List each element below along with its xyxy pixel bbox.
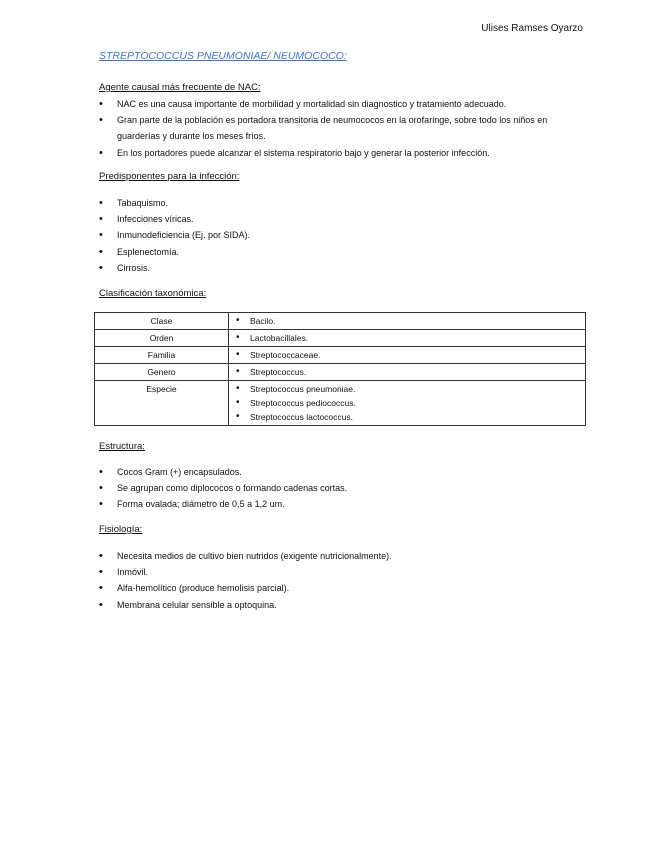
list-item: • Necesita medios de cultivo bien nutridos (exigente nutricionalmente). — [99, 548, 579, 564]
taxonomy-value-item: • Lactobacillales. — [232, 331, 582, 345]
list-item: • Cocos Gram (+) encapsulados. — [99, 464, 579, 480]
taxonomy-label: Genero — [95, 364, 229, 381]
list-item: • Inmóvil. — [99, 564, 579, 580]
table-row — [95, 330, 586, 347]
list-item: • Forma ovalada; diámetro de 0,5 a 1,2 um. — [99, 496, 579, 512]
list-fisiologia — [99, 548, 579, 613]
list-item: • Cirrosis. — [99, 260, 579, 276]
taxonomy-table — [94, 312, 586, 426]
taxonomy-value-item: • Bacilo. — [232, 314, 582, 328]
taxonomy-value-item: • Streptococcus lactococcus. — [232, 410, 582, 424]
list-predisponentes — [99, 195, 579, 276]
list-item: • En los portadores puede alcanzar el sistema respiratorio bajo y generar la posterior infección. — [99, 145, 579, 161]
list-item: • Alfa-hemolítico (produce hemolisis parcial). — [99, 580, 579, 596]
author-name: Ulises Ramses Oyarzo — [481, 23, 583, 34]
taxonomy-value-item: • Streptococcaceae. — [232, 348, 582, 362]
taxonomy-value — [229, 364, 586, 381]
list-item: • Membrana celular sensible a optoquina. — [99, 597, 579, 613]
taxonomy-value — [229, 330, 586, 347]
list-item: • Inmunodeficiencia (Ej. por SIDA). — [99, 227, 579, 243]
taxonomy-value — [229, 313, 586, 330]
heading-clasificacion: Clasificación taxonómica: — [99, 288, 207, 299]
table-row — [95, 364, 586, 381]
taxonomy-value-item: • Streptococcus. — [232, 365, 582, 379]
heading-predisponentes: Predisponentes para la infección: — [99, 171, 240, 182]
list-estructura — [99, 464, 579, 513]
list-item: • Esplenectomía. — [99, 244, 579, 260]
document-title: STREPTOCOCCUS PNEUMONIAE/ NEUMOCOCO: — [99, 50, 347, 62]
taxonomy-label: Orden — [95, 330, 229, 347]
heading-fisiologia: Fisiología: — [99, 524, 143, 535]
list-item: • NAC es una causa importante de morbilidad y mortalidad sin diagnostico y tratamiento adecuado. — [99, 96, 579, 112]
table-row — [95, 313, 586, 330]
list-item: • Tabaquismo. — [99, 195, 579, 211]
table-row — [95, 381, 586, 426]
heading-agente: Agente causal más frecuente de NAC: — [99, 82, 261, 93]
taxonomy-label: Clase — [95, 313, 229, 330]
taxonomy-label: Familia — [95, 347, 229, 364]
heading-estructura: Estructura: — [99, 441, 145, 452]
taxonomy-value-item: • Streptococcus pneumoniae. — [232, 382, 582, 396]
taxonomy-value — [229, 347, 586, 364]
taxonomy-label: Especie — [95, 381, 229, 426]
list-item: • Se agrupan como diplococos o formando cadenas cortas. — [99, 480, 579, 496]
list-item: • Infecciones víricas. — [99, 211, 579, 227]
taxonomy-value-item: • Streptococcus pediococcus. — [232, 396, 582, 410]
taxonomy-value — [229, 381, 586, 426]
list-agente — [99, 96, 579, 161]
table-row — [95, 347, 586, 364]
list-item: • Gran parte de la población es portadora transitoria de neumococos en la orofaringe, sobre todo los niños en guarderías y durante los meses fríos. — [99, 112, 579, 144]
